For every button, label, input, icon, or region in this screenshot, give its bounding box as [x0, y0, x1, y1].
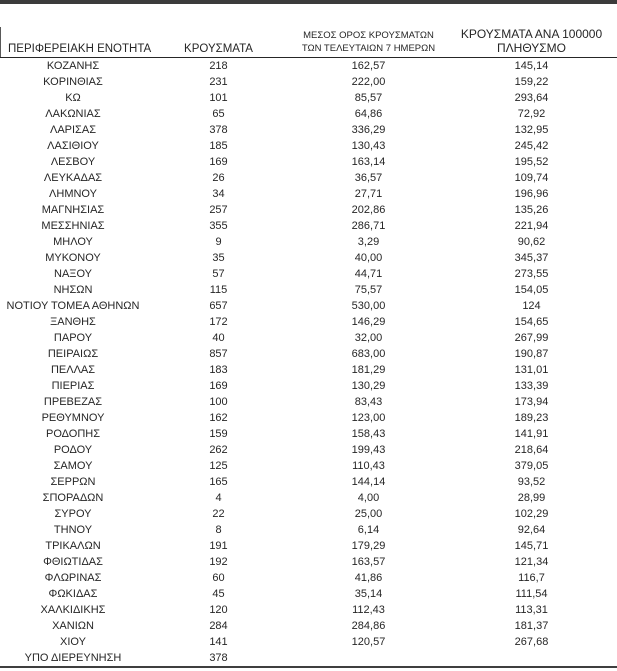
cell-regional-unit: ΜΕΣΣΗΝΙΑΣ [41, 220, 105, 232]
col-header-7day-average-line1: ΜΕΣΟΣ ΟΡΟΣ ΚΡΟΥΣΜΑΤΩΝ [303, 30, 434, 41]
cell-cases: 57 [212, 268, 225, 280]
table-row [0, 634, 617, 650]
table-row [0, 106, 617, 122]
cell-per-100000: 245,42 [514, 140, 549, 152]
cell-cases: 115 [209, 284, 228, 296]
col-header-7day-average-line2: ΤΩΝ ΤΕΛΕΥΤΑΙΩΝ 7 ΗΜΕΡΩΝ [301, 43, 436, 54]
cell-cases: 26 [212, 172, 225, 184]
cell-regional-unit: ΧΑΝΙΩΝ [52, 620, 94, 632]
cell-cases: 169 [209, 156, 228, 168]
cell-7day-average: 130,29 [351, 380, 386, 392]
cell-regional-unit: ΝΗΣΩΝ [53, 284, 93, 296]
table-row [0, 202, 617, 218]
table-row [0, 458, 617, 474]
cell-regional-unit: ΠΙΕΡΙΑΣ [51, 380, 95, 392]
cell-7day-average: 41,86 [354, 572, 383, 584]
table-row [0, 90, 617, 106]
cell-7day-average: 75,57 [354, 284, 383, 296]
cell-regional-unit: ΣΠΟΡΑΔΩΝ [42, 492, 104, 504]
cell-7day-average: 35,14 [354, 588, 383, 600]
cell-regional-unit: ΜΥΚΟΝΟΥ [45, 252, 101, 264]
cell-cases: 378 [209, 124, 228, 136]
cell-cases: 218 [209, 60, 228, 72]
table-row [0, 586, 617, 602]
table-row [0, 186, 617, 202]
cell-cases: 101 [209, 92, 228, 104]
table-row [0, 314, 617, 330]
cell-per-100000 [446, 650, 617, 666]
cell-cases: 185 [209, 140, 228, 152]
cell-regional-unit: ΠΑΡΟΥ [53, 332, 93, 344]
cell-per-100000: 267,99 [514, 332, 549, 344]
cell-7day-average: 123,00 [351, 412, 386, 424]
cell-regional-unit: ΚΩ [65, 92, 81, 104]
cell-7day-average: 163,57 [351, 556, 386, 568]
cases-table [0, 27, 617, 666]
cell-7day-average: 130,43 [351, 140, 386, 152]
cell-cases: 40 [212, 332, 225, 344]
cell-7day-average: 32,00 [354, 332, 383, 344]
cell-per-100000: 218,64 [514, 444, 549, 456]
cell-cases: 183 [209, 364, 228, 376]
cell-7day-average [291, 650, 446, 666]
table-row [0, 522, 617, 538]
cell-7day-average: 179,29 [351, 540, 386, 552]
cell-7day-average: 44,71 [354, 268, 383, 280]
cell-regional-unit: ΛΑΣΙΘΙΟΥ [47, 140, 99, 152]
cell-cases: 191 [209, 540, 228, 552]
cell-cases: 125 [209, 460, 228, 472]
cell-7day-average: 222,00 [351, 76, 386, 88]
cell-7day-average: 85,57 [354, 92, 383, 104]
cell-cases: 100 [209, 396, 228, 408]
cell-cases: 172 [209, 316, 228, 328]
table-row [0, 170, 617, 186]
cell-cases: 165 [209, 476, 228, 488]
cell-per-100000: 28,99 [517, 492, 546, 504]
cell-per-100000: 135,26 [514, 204, 549, 216]
cell-per-100000: 141,91 [514, 428, 549, 440]
cell-regional-unit: ΣΑΜΟΥ [53, 460, 93, 472]
cell-cases: 65 [212, 108, 225, 120]
cell-per-100000: 173,94 [514, 396, 549, 408]
cell-7day-average: 163,14 [351, 156, 386, 168]
cell-regional-unit: ΛΑΡΙΣΑΣ [49, 124, 96, 136]
cell-regional-unit: ΧΑΛΚΙΔΙΚΗΣ [40, 604, 106, 616]
cell-per-100000: 92,64 [517, 524, 546, 536]
cell-cases: 120 [209, 604, 228, 616]
table-row [0, 298, 617, 314]
cell-per-100000: 93,52 [517, 476, 546, 488]
cell-cases: 45 [212, 588, 225, 600]
table-row [0, 570, 617, 586]
cell-7day-average: 336,29 [351, 124, 386, 136]
table-row [0, 490, 617, 506]
col-header-per-100000-line2: ΠΛΗΘΥΣΜΟ [496, 41, 567, 55]
cell-regional-unit: ΡΟΔΟΠΗΣ [45, 428, 101, 440]
table-row [0, 74, 617, 90]
cell-per-100000: 111,54 [515, 588, 548, 600]
cell-per-100000: 267,68 [514, 636, 549, 648]
cell-regional-unit: ΦΛΩΡΙΝΑΣ [44, 572, 102, 584]
cell-cases: 257 [209, 204, 228, 216]
cell-per-100000: 131,01 [514, 364, 549, 376]
table-row [0, 426, 617, 442]
col-header-regional-unit: ΠΕΡΙΦΕΡΕΙΑΚΗ ΕΝΟΤΗΤΑ [0, 27, 146, 58]
cell-regional-unit: ΡΟΔΟΥ [53, 444, 93, 456]
cell-cases: 34 [212, 188, 225, 200]
cell-7day-average: 284,86 [351, 620, 386, 632]
table-bottom-border [0, 666, 617, 668]
cell-7day-average: 146,29 [351, 316, 386, 328]
cell-per-100000: 90,62 [517, 236, 546, 248]
table-row [0, 506, 617, 522]
cell-regional-unit: ΜΗΛΟΥ [53, 236, 93, 248]
cell-7day-average: 162,57 [351, 60, 386, 72]
col-header-7day-average [291, 27, 446, 58]
cell-regional-unit: ΚΟΖΑΝΗΣ [46, 60, 100, 72]
cell-regional-unit: ΦΩΚΙΔΑΣ [48, 588, 98, 600]
cell-7day-average: 64,86 [354, 108, 383, 120]
cell-regional-unit: ΛΑΚΩΝΙΑΣ [45, 108, 101, 120]
cell-regional-unit: ΝΟΤΙΟΥ ΤΟΜΕΑ ΑΘΗΝΩΝ [6, 300, 140, 312]
cell-7day-average: 530,00 [351, 300, 386, 312]
cell-per-100000: 154,65 [514, 316, 549, 328]
cell-7day-average: 110,43 [352, 460, 385, 472]
cell-per-100000: 102,29 [514, 508, 549, 520]
cell-per-100000: 124 [522, 300, 541, 312]
cell-per-100000: 189,23 [514, 412, 549, 424]
cell-per-100000: 195,52 [514, 156, 549, 168]
table-row [0, 650, 617, 666]
cell-per-100000: 145,14 [514, 60, 549, 72]
table-row [0, 394, 617, 410]
col-header-cases: ΚΡΟΥΣΜΑΤΑ [146, 27, 291, 58]
cell-regional-unit: ΛΕΥΚΑΔΑΣ [43, 172, 103, 184]
table-row [0, 602, 617, 618]
cell-regional-unit: ΠΕΛΛΑΣ [50, 364, 96, 376]
cell-7day-average: 202,86 [351, 204, 386, 216]
cell-cases: 857 [209, 348, 228, 360]
cases-table-body [0, 58, 617, 667]
cell-regional-unit: ΡΕΘΥΜΝΟΥ [41, 412, 105, 424]
table-row [0, 378, 617, 394]
table-row [0, 554, 617, 570]
cell-7day-average: 27,71 [354, 188, 383, 200]
cell-7day-average: 40,00 [354, 252, 383, 264]
cell-regional-unit: ΧΙΟΥ [60, 636, 86, 648]
table-row [0, 250, 617, 266]
cell-regional-unit: ΣΕΡΡΩΝ [50, 476, 96, 488]
cell-per-100000: 121,34 [514, 556, 549, 568]
cell-per-100000: 196,96 [514, 188, 549, 200]
cell-per-100000: 273,55 [514, 268, 549, 280]
table-row [0, 346, 617, 362]
cell-per-100000: 221,94 [514, 220, 549, 232]
cell-7day-average: 83,43 [354, 396, 383, 408]
cell-regional-unit: ΤΡΙΚΑΛΩΝ [45, 540, 101, 552]
cell-7day-average: 286,71 [351, 220, 386, 232]
cell-7day-average: 683,00 [351, 348, 386, 360]
cell-7day-average: 120,57 [351, 636, 386, 648]
cell-cases: 9 [215, 236, 222, 248]
table-row [0, 330, 617, 346]
cell-regional-unit: ΦΘΙΩΤΙΔΑΣ [43, 556, 103, 568]
cell-per-100000: 133,39 [514, 380, 549, 392]
table-row [0, 410, 617, 426]
col-header-per-100000-line1: ΚΡΟΥΣΜΑΤΑ ΑΝΑ 100000 [460, 27, 603, 41]
cell-per-100000: 72,92 [517, 108, 546, 120]
table-row [0, 122, 617, 138]
cell-cases: 262 [209, 444, 228, 456]
cell-per-100000: 154,05 [514, 284, 549, 296]
header-row [0, 27, 617, 58]
cell-7day-average: 4,00 [357, 492, 380, 504]
table-row [0, 442, 617, 458]
cell-regional-unit: ΣΥΡΟΥ [54, 508, 92, 520]
cell-regional-unit: ΛΗΜΝΟΥ [49, 188, 97, 200]
table-row [0, 362, 617, 378]
table-row [0, 218, 617, 234]
table-row [0, 266, 617, 282]
cell-per-100000: 159,22 [514, 76, 549, 88]
cell-cases: 169 [209, 380, 228, 392]
cell-7day-average: 25,00 [354, 508, 383, 520]
cell-cases: 355 [209, 220, 228, 232]
table-row [0, 474, 617, 490]
cell-7day-average: 199,43 [351, 444, 386, 456]
cell-regional-unit: ΝΑΞΟΥ [54, 268, 92, 280]
table-row [0, 282, 617, 298]
cell-cases: 22 [212, 508, 225, 520]
cell-per-100000: 379,05 [514, 460, 549, 472]
table-row [0, 618, 617, 634]
cell-regional-unit: ΞΑΝΘΗΣ [50, 316, 96, 328]
table-row [0, 538, 617, 554]
cell-7day-average: 112,43 [352, 604, 385, 616]
cell-cases: 378 [209, 652, 228, 664]
cell-cases: 231 [209, 76, 228, 88]
cell-cases: 284 [209, 620, 228, 632]
cell-regional-unit: ΚΟΡΙΝΘΙΑΣ [43, 76, 103, 88]
cell-cases: 35 [212, 252, 225, 264]
col-header-per-100000 [446, 27, 617, 58]
cell-per-100000: 113,31 [515, 604, 548, 616]
cell-regional-unit: ΜΑΓΝΗΣΙΑΣ [41, 204, 105, 216]
cell-7day-average: 144,14 [351, 476, 386, 488]
cell-per-100000: 190,87 [514, 348, 549, 360]
cell-regional-unit: ΥΠΟ ΔΙΕΡΕΥΝΗΣΗ [24, 652, 122, 664]
cell-cases: 162 [209, 412, 228, 424]
cell-cases: 4 [215, 492, 222, 504]
cell-7day-average: 181,29 [351, 364, 386, 376]
cell-regional-unit: ΛΕΣΒΟΥ [50, 156, 96, 168]
cell-per-100000: 132,95 [514, 124, 549, 136]
cell-cases: 657 [209, 300, 228, 312]
cell-7day-average: 6,14 [357, 524, 380, 536]
table-top-border [0, 0, 617, 4]
cell-cases: 141 [209, 636, 228, 648]
cell-per-100000: 145,71 [514, 540, 549, 552]
cell-7day-average: 3,29 [357, 236, 380, 248]
cell-regional-unit: ΤΗΝΟΥ [53, 524, 93, 536]
cell-per-100000: 181,37 [514, 620, 549, 632]
table-row [0, 154, 617, 170]
cell-per-100000: 345,37 [514, 252, 549, 264]
cell-7day-average: 158,43 [351, 428, 386, 440]
table-row [0, 138, 617, 154]
cell-per-100000: 116,7 [518, 572, 545, 584]
cell-regional-unit: ΠΕΙΡΑΙΩΣ [47, 348, 99, 360]
table-row [0, 234, 617, 250]
cell-cases: 8 [215, 524, 222, 536]
cell-cases: 192 [209, 556, 228, 568]
cell-per-100000: 109,74 [514, 172, 549, 184]
cell-regional-unit: ΠΡΕΒΕΖΑΣ [43, 396, 103, 408]
cell-cases: 60 [212, 572, 225, 584]
cell-cases: 159 [209, 428, 228, 440]
cell-per-100000: 293,64 [514, 92, 549, 104]
cell-7day-average: 36,57 [354, 172, 383, 184]
table-row [0, 58, 617, 75]
